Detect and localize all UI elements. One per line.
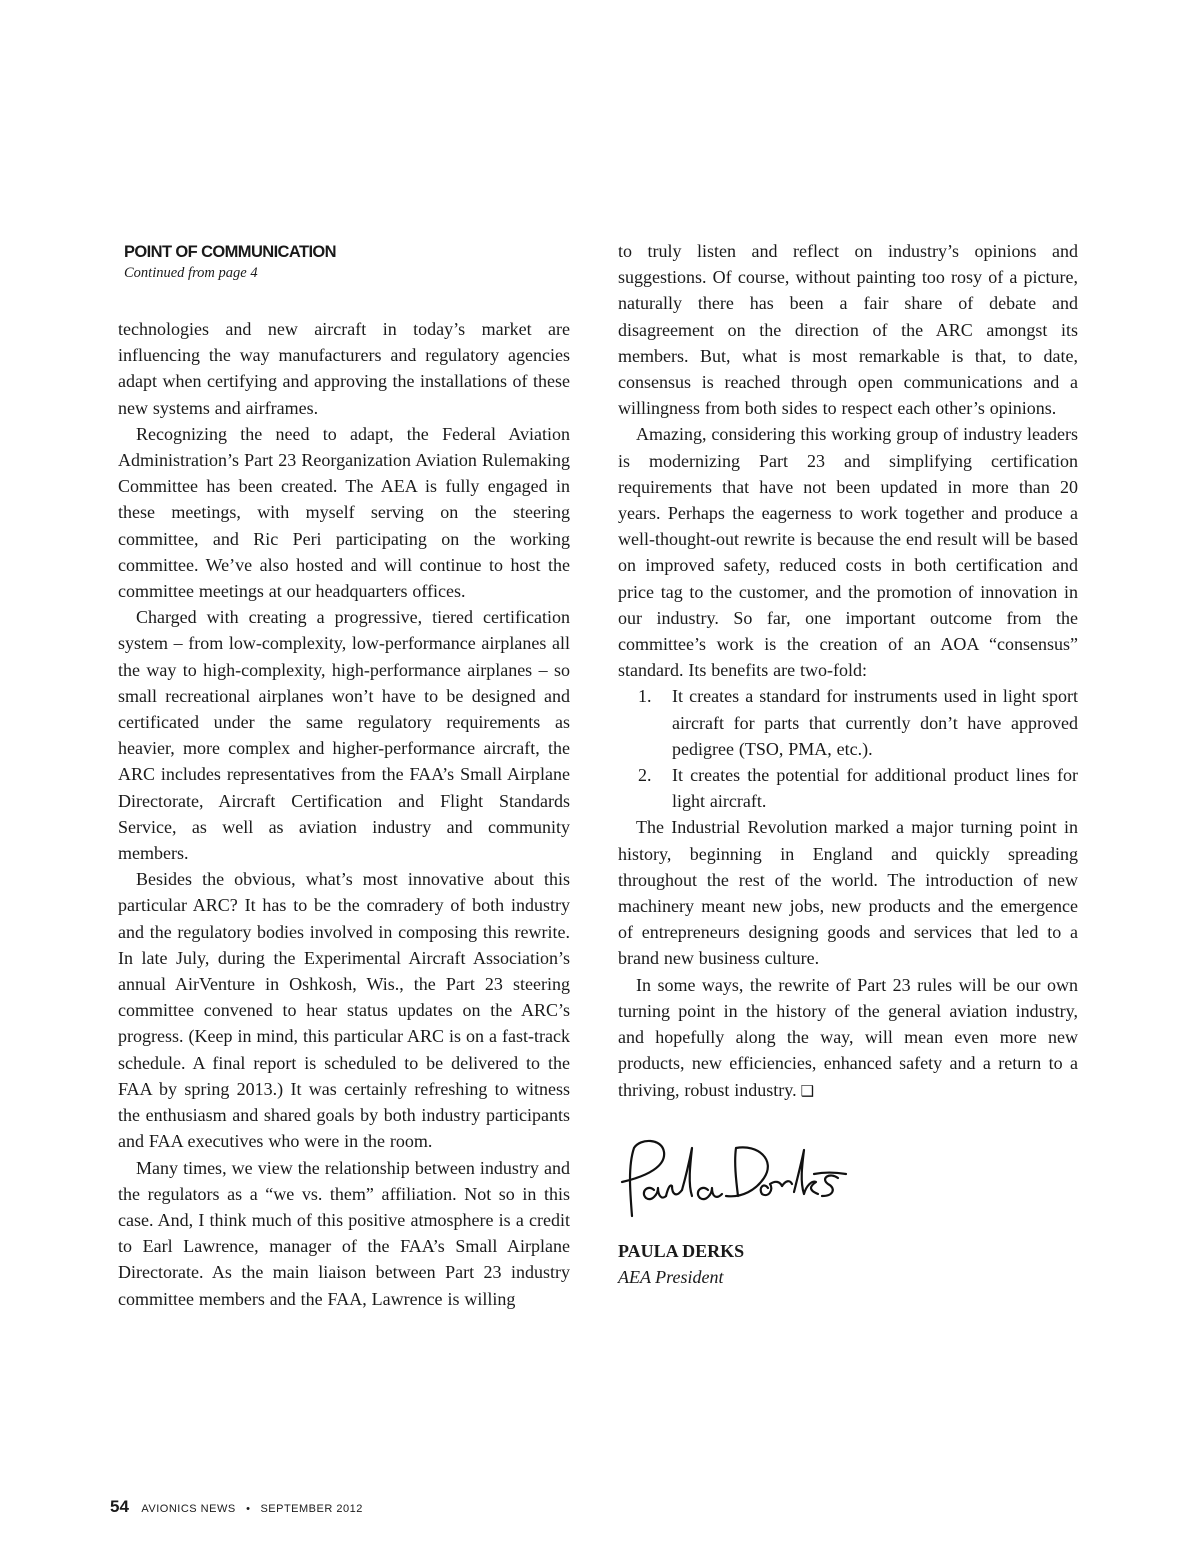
page-number: 54: [110, 1497, 129, 1516]
list-number: 2.: [638, 765, 652, 786]
paragraph: Besides the obvious, what’s most innovative about this particular ARC? It has to be the comradery of both industry and the regulatory bodies involved in composing this rewrite. In late July, during the Experimental Aircraft Association’s annual AirVenture in Oshkosh, Wis., the Part 23 steering committee convened to hear status updates on the ARC’s progress. (Keep in mind, this particular ARC is on a fast-track schedule. A final report is scheduled to be delivered to the FAA by spring 2013.) It was certainly refreshing to witness the enthusiasm and shared goals by both industry participants and FAA executives who were in the room.: [118, 869, 570, 1152]
paragraph: Charged with creating a progressive, tiered certification system – from low-complexity, low-performance airplanes all the way to high-complexity, high-performance airplanes – so small recreational airplanes won’t have to be designed and certificated under the same regulatory requirements as heavier, more complex and higher-performance aircraft, the ARC includes representatives from the FAA’s Small Airplane Directorate, Aircraft Certification and Flight Standards Service, as well as aviation industry and community members.: [118, 607, 570, 864]
list-item: [618, 762, 1078, 814]
paragraph: to truly listen and reflect on industry’s opinions and suggestions. Of course, without painting too rosy of a picture, naturally there has been a fair share of debate and disagreement on the direction of the ARC amongst its members. But, what is most remarkable is that, to date, consensus is reached through open communications and a willingness from both sides to respect each other’s opinions.: [618, 241, 1078, 419]
section-label: POINT OF COMMUNICATION: [124, 243, 336, 261]
page-footer: [110, 1497, 363, 1517]
signer-name: PAULA DERKS: [618, 1240, 745, 1261]
list-item: [618, 683, 1078, 762]
list-number: 1.: [638, 686, 652, 707]
paragraph: Many times, we view the relationship between industry and the regulators as a “we vs. them” affiliation. Not so in this case. And, I think much of this positive atmosphere is a credit to Earl Lawrence, manager of the FAA’s Small Airplane Directorate. As the main liaison between Part 23 industry committee members and the FAA, Lawrence is willing: [118, 1157, 570, 1309]
paragraph: Amazing, considering this working group of industry leaders is modernizing Part 23 and simplifying certification requirements that have not been updated in more than 20 years. Perhaps the eagerness to work together and produce a well-thought-out rewrite is because the end result will be based on improved safety, reduced costs in both certification and price tag to the customer, and the promotion of innovation in our industry. So far, one important outcome from the committee’s work is the creation of an AOA “consensus” standard. Its benefits are two-fold:: [618, 424, 1078, 681]
continued-note: Continued from page 4: [124, 265, 258, 281]
signature-image: [618, 1136, 848, 1226]
benefits-list: [618, 683, 1078, 814]
left-body: [118, 316, 570, 1312]
paragraph: technologies and new aircraft in today’s market are influencing the way manufacturers and regulatory agencies adapt when certifying and approving the installations of these new systems and airframes.: [118, 319, 570, 418]
issue-date: SEPTEMBER 2012: [260, 1503, 363, 1515]
right-column: [618, 238, 1078, 1290]
left-column: [118, 238, 570, 1312]
paragraph: [618, 972, 1078, 1104]
end-mark-icon: ❑: [800, 1081, 815, 1100]
list-text: It creates a standard for instruments used in light sport aircraft for parts that currently don’t have approved pedigree (TSO, PMA, etc.).: [672, 686, 1078, 759]
closing-text: In some ways, the rewrite of Part 23 rules will be our own turning point in the history of the general aviation industry, and hopefully along the way, will mean even more new products, new efficiencies, enhanced safety and a return to a thriving, robust industry.: [618, 974, 1078, 1100]
paragraph: The Industrial Revolution marked a major turning point in history, beginning in England and quickly spreading throughout the rest of the world. The introduction of new machinery meant new jobs, new products and the emergence of entrepreneurs designing goods and services that led to a brand new business culture.: [618, 817, 1078, 969]
right-body: [618, 238, 1078, 1104]
footer-separator: •: [246, 1503, 250, 1515]
publication-name: AVIONICS NEWS: [141, 1503, 236, 1515]
signer-title: AEA President: [618, 1266, 724, 1287]
list-text: It creates the potential for additional product lines for light aircraft.: [672, 765, 1078, 812]
paragraph: Recognizing the need to adapt, the Federal Aviation Administration’s Part 23 Reorganization Aviation Rulemaking Committee has been created. The AEA is fully engaged in these meetings, with myself serving on the steering committee, and Ric Peri participating on the working committee. We’ve also hosted and will continue to host the committee meetings at our headquarters offices.: [118, 423, 570, 602]
